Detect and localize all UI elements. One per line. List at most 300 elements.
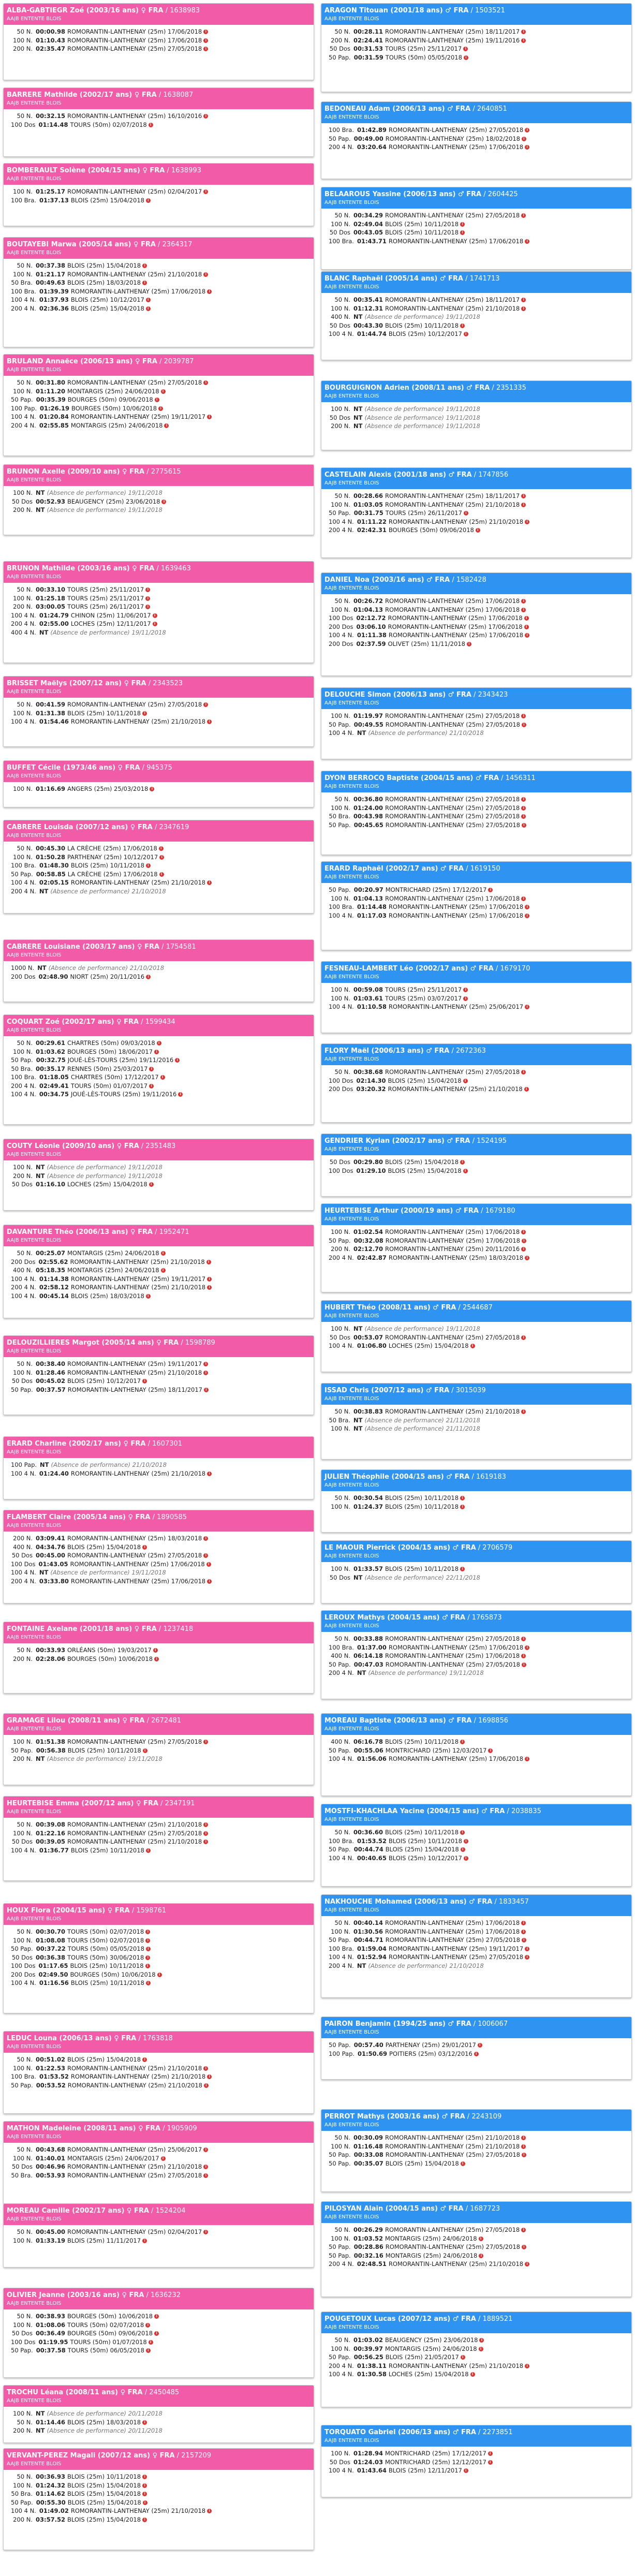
swimmer-card[interactable] — [321, 1203, 632, 1292]
swimmer-title[interactable] — [7, 468, 311, 476]
swimmer-card[interactable] — [321, 1383, 632, 1460]
info-icon[interactable]: i — [522, 2245, 526, 2249]
info-icon[interactable]: i — [203, 30, 208, 34]
info-icon[interactable]: i — [203, 114, 208, 119]
info-icon[interactable]: i — [525, 239, 529, 244]
info-icon[interactable]: i — [522, 137, 526, 141]
swimmer-name[interactable]: LEROUX Mathys (2004/15 ans) ♂ FRA — [324, 1614, 466, 1622]
info-icon[interactable]: i — [203, 1553, 208, 1558]
swimmer-title[interactable] — [7, 823, 311, 832]
info-icon[interactable]: i — [203, 702, 208, 707]
info-icon[interactable]: i — [464, 332, 468, 336]
info-icon[interactable]: i — [524, 625, 529, 629]
info-icon[interactable]: i — [479, 2338, 484, 2343]
info-icon[interactable]: i — [207, 2074, 212, 2079]
card-header[interactable] — [4, 238, 314, 259]
info-icon[interactable]: i — [203, 380, 208, 385]
swimmer-card[interactable] — [3, 1139, 314, 1211]
swimmer-title[interactable] — [324, 2205, 628, 2213]
card-header[interactable] — [4, 2386, 314, 2407]
info-icon[interactable]: i — [460, 1740, 465, 1744]
swimmer-name[interactable]: MOSTFI-KHACHLAA Yacine (2004/15 ans) ♂ FRA — [324, 1807, 505, 1815]
swimmer-title[interactable] — [7, 565, 311, 573]
swimmer-card[interactable] — [321, 187, 632, 270]
swimmer-card[interactable] — [3, 1903, 314, 2013]
swimmer-card[interactable] — [3, 2448, 314, 2550]
info-icon[interactable]: i — [143, 1748, 147, 1753]
swimmer-card[interactable] — [321, 2201, 632, 2297]
info-icon[interactable]: i — [463, 1169, 468, 1173]
swimmer-title[interactable] — [324, 7, 628, 15]
swimmer-name[interactable]: MATHON Madeleine (2008/11 ans) ♀ FRA — [7, 2125, 161, 2132]
card-header[interactable] — [321, 187, 631, 209]
info-icon[interactable]: i — [207, 1277, 212, 1282]
info-icon[interactable]: i — [161, 1251, 166, 1256]
info-icon[interactable]: i — [467, 642, 471, 646]
card-header[interactable] — [321, 1714, 631, 1735]
info-icon[interactable]: i — [145, 1938, 150, 1943]
info-icon[interactable]: i — [203, 272, 208, 277]
swimmer-name[interactable]: FESNEAU-LAMBERT Léo (2002/17 ans) ♂ FRA — [324, 965, 494, 973]
swimmer-title[interactable] — [7, 1228, 311, 1237]
swimmer-name[interactable]: BARRERE Mathilde (2002/17 ans) ♀ FRA — [7, 91, 157, 99]
swimmer-title[interactable] — [324, 576, 628, 584]
info-icon[interactable]: i — [521, 1921, 526, 1925]
swimmer-card[interactable] — [3, 1225, 314, 1318]
swimmer-title[interactable] — [324, 1807, 628, 1816]
swimmer-card[interactable] — [321, 2016, 632, 2080]
swimmer-name[interactable]: DYON BERROCQ Baptiste (2004/15 ans) ♂ FRA — [324, 774, 499, 782]
swimmer-card[interactable] — [321, 3, 632, 92]
swimmer-card[interactable] — [321, 687, 632, 759]
swimmer-title[interactable] — [324, 1473, 628, 1481]
swimmer-name[interactable]: PILOSYAN Alain (2004/15 ans) ♂ FRA — [324, 2205, 464, 2213]
swimmer-title[interactable] — [324, 1898, 628, 1906]
swimmer-title[interactable] — [7, 1625, 311, 1633]
swimmer-title[interactable] — [7, 1717, 311, 1725]
info-icon[interactable]: i — [142, 1545, 147, 1550]
info-icon[interactable]: i — [204, 2083, 209, 2088]
swimmer-title[interactable] — [7, 764, 311, 772]
info-icon[interactable]: i — [460, 1160, 465, 1165]
swimmer-name[interactable]: DAVANTURE Théo (2006/13 ans) ♀ FRA — [7, 1228, 153, 1236]
info-icon[interactable]: i — [522, 823, 526, 828]
swimmer-name[interactable]: GENDRIER Kyrian (2002/17 ans) ♂ FRA — [324, 1137, 470, 1145]
info-icon[interactable]: i — [146, 1294, 151, 1299]
swimmer-title[interactable] — [7, 1339, 311, 1347]
info-icon[interactable]: i — [525, 1256, 529, 1260]
swimmer-name[interactable]: BOURGUIGNON Adrien (2008/11 ans) ♂ FRA — [324, 384, 490, 392]
swimmer-name[interactable]: DELOUZILLIERES Margot (2005/14 ans) ♀ FRA — [7, 1339, 179, 1347]
info-icon[interactable]: i — [464, 55, 468, 60]
info-icon[interactable]: i — [203, 1839, 208, 1844]
swimmer-name[interactable]: DELOUCHE Simon (2006/13 ans) ♂ FRA — [324, 691, 471, 699]
swimmer-title[interactable] — [324, 1207, 628, 1215]
info-icon[interactable]: i — [149, 1084, 154, 1088]
swimmer-title[interactable] — [324, 1717, 628, 1725]
card-header[interactable] — [4, 1139, 314, 1160]
swimmer-name[interactable]: GRAMAGE Lilou (2008/11 ans) ♀ FRA — [7, 1717, 145, 1725]
swimmer-title[interactable] — [324, 865, 628, 873]
swimmer-name[interactable]: BOUTAYEBI Marwa (2005/14 ans) ♀ FRA — [7, 241, 156, 248]
swimmer-card[interactable] — [3, 1796, 314, 1881]
info-icon[interactable]: i — [159, 872, 164, 877]
swimmer-name[interactable]: ALBA-GABTIEGR Zoé (2003/16 ans) ♀ FRA — [7, 7, 164, 14]
swimmer-title[interactable] — [7, 1018, 311, 1026]
info-icon[interactable]: i — [142, 263, 147, 268]
swimmer-title[interactable] — [7, 2291, 311, 2300]
swimmer-card[interactable] — [321, 1469, 632, 1533]
swimmer-title[interactable] — [7, 2207, 311, 2215]
info-icon[interactable]: i — [521, 298, 526, 302]
swimmer-name[interactable]: BRUNON Axelle (2009/10 ans) ♀ FRA — [7, 468, 145, 476]
card-header[interactable] — [321, 1895, 631, 1916]
info-icon[interactable]: i — [522, 1662, 526, 1667]
swimmer-card[interactable] — [3, 1510, 314, 1603]
info-icon[interactable]: i — [203, 1831, 208, 1836]
swimmer-card[interactable] — [3, 561, 314, 663]
info-icon[interactable]: i — [521, 896, 526, 901]
info-icon[interactable]: i — [479, 2254, 483, 2258]
swimmer-card[interactable] — [3, 820, 314, 914]
info-icon[interactable]: i — [470, 2372, 475, 2377]
info-icon[interactable]: i — [207, 1471, 212, 1476]
info-icon[interactable]: i — [521, 1070, 526, 1074]
info-icon[interactable]: i — [488, 888, 493, 892]
swimmer-card[interactable] — [3, 3, 314, 80]
info-icon[interactable]: i — [521, 1409, 526, 1414]
card-header[interactable] — [4, 355, 314, 376]
card-header[interactable] — [321, 1804, 631, 1826]
info-icon[interactable]: i — [157, 1973, 162, 1977]
info-icon[interactable]: i — [464, 511, 468, 516]
info-icon[interactable]: i — [142, 281, 147, 285]
info-icon[interactable]: i — [157, 1041, 161, 1046]
info-icon[interactable]: i — [524, 616, 529, 621]
swimmer-title[interactable] — [324, 1137, 628, 1145]
info-icon[interactable]: i — [203, 2066, 208, 2071]
info-icon[interactable]: i — [525, 1947, 529, 1951]
info-icon[interactable]: i — [207, 415, 212, 419]
swimmer-name[interactable]: BEDONEAU Adam (2006/13 ans) ♂ FRA — [324, 105, 471, 113]
info-icon[interactable]: i — [204, 1388, 209, 1392]
swimmer-card[interactable] — [3, 2203, 314, 2268]
info-icon[interactable]: i — [521, 1335, 526, 1340]
info-icon[interactable]: i — [175, 1058, 180, 1063]
swimmer-name[interactable]: BLANC Raphaël (2005/14 ans) ♂ FRA — [324, 275, 463, 283]
swimmer-title[interactable] — [324, 1047, 628, 1055]
info-icon[interactable]: i — [161, 2156, 166, 2161]
info-icon[interactable]: i — [146, 1947, 151, 1951]
swimmer-name[interactable]: BOMBERAULT Solène (2004/15 ans) ♀ FRA — [7, 167, 165, 174]
swimmer-card[interactable] — [321, 1713, 632, 1796]
swimmer-name[interactable]: MOREAU Camille (2002/17 ans) ♀ FRA — [7, 2207, 149, 2215]
card-header[interactable] — [321, 1470, 631, 1491]
info-icon[interactable]: i — [488, 1748, 493, 1753]
swimmer-card[interactable] — [3, 2121, 314, 2204]
info-icon[interactable]: i — [142, 2475, 147, 2479]
info-icon[interactable]: i — [203, 1536, 208, 1541]
info-icon[interactable]: i — [146, 1848, 151, 1853]
card-header[interactable] — [321, 2017, 631, 2038]
info-icon[interactable]: i — [203, 47, 208, 51]
swimmer-title[interactable] — [324, 2020, 628, 2028]
info-icon[interactable]: i — [463, 996, 468, 1001]
card-header[interactable] — [4, 676, 314, 698]
info-icon[interactable]: i — [460, 1496, 465, 1500]
card-header[interactable] — [321, 1541, 631, 1562]
info-icon[interactable]: i — [155, 398, 159, 402]
info-icon[interactable]: i — [521, 1654, 526, 1658]
info-icon[interactable]: i — [521, 1230, 526, 1234]
info-icon[interactable]: i — [525, 145, 529, 150]
info-icon[interactable]: i — [154, 1050, 159, 1054]
swimmer-name[interactable]: COUTY Léonie (2009/10 ans) ♀ FRA — [7, 1142, 139, 1150]
swimmer-name[interactable]: COQUART Zoé (2002/17 ans) ♀ FRA — [7, 1018, 139, 1026]
card-header[interactable] — [4, 164, 314, 185]
swimmer-title[interactable] — [7, 943, 311, 951]
info-icon[interactable]: i — [463, 988, 468, 992]
info-icon[interactable]: i — [142, 2239, 147, 2243]
swimmer-card[interactable] — [3, 939, 314, 1002]
info-icon[interactable]: i — [207, 719, 212, 724]
info-icon[interactable]: i — [161, 389, 166, 394]
swimmer-card[interactable] — [321, 467, 632, 558]
swimmer-card[interactable] — [321, 1610, 632, 1699]
swimmer-card[interactable] — [3, 464, 314, 535]
card-header[interactable] — [321, 862, 631, 883]
card-header[interactable] — [321, 1383, 631, 1405]
info-icon[interactable]: i — [146, 198, 151, 203]
swimmer-title[interactable] — [7, 358, 311, 366]
swimmer-name[interactable]: FLORY Maël (2006/13 ans) ♂ FRA — [324, 1047, 450, 1055]
swimmer-title[interactable] — [324, 2428, 628, 2437]
info-icon[interactable]: i — [145, 587, 150, 592]
swimmer-name[interactable]: CABRERE Louisiane (2003/17 ans) ♀ FRA — [7, 943, 160, 951]
card-header[interactable] — [321, 272, 631, 293]
card-header[interactable] — [4, 88, 314, 109]
swimmer-card[interactable] — [3, 2385, 314, 2443]
swimmer-title[interactable] — [324, 471, 628, 479]
info-icon[interactable]: i — [460, 230, 465, 235]
info-icon[interactable]: i — [521, 1247, 526, 1252]
swimmer-title[interactable] — [7, 1440, 311, 1448]
swimmer-name[interactable]: LEDUC Louna (2006/13 ans) ♀ FRA — [7, 2035, 137, 2042]
info-icon[interactable]: i — [203, 1362, 208, 1366]
info-icon[interactable]: i — [146, 306, 151, 311]
swimmer-name[interactable]: NAKHOUCHE Mohamed (2006/13 ans) ♂ FRA — [324, 1898, 493, 1906]
info-icon[interactable]: i — [149, 123, 153, 127]
swimmer-title[interactable] — [324, 1544, 628, 1552]
swimmer-name[interactable]: HEURTEBISE Emma (2007/12 ans) ♀ FRA — [7, 1800, 158, 1807]
card-header[interactable] — [321, 1134, 631, 1155]
swimmer-title[interactable] — [324, 1387, 628, 1395]
info-icon[interactable]: i — [525, 1757, 529, 1761]
info-icon[interactable]: i — [521, 814, 526, 819]
info-icon[interactable]: i — [146, 1981, 151, 1985]
swimmer-card[interactable] — [3, 760, 314, 807]
info-icon[interactable]: i — [479, 2236, 483, 2241]
info-icon[interactable]: i — [460, 323, 465, 328]
card-header[interactable] — [321, 771, 631, 792]
swimmer-name[interactable]: TORQUATO Gabriel (2006/13 ans) ♂ FRA — [324, 2428, 476, 2436]
swimmer-card[interactable] — [321, 1804, 632, 1887]
swimmer-card[interactable] — [321, 2109, 632, 2192]
card-header[interactable] — [321, 1044, 631, 1065]
swimmer-card[interactable] — [321, 2425, 632, 2497]
info-icon[interactable]: i — [521, 30, 526, 34]
info-icon[interactable]: i — [460, 222, 465, 227]
swimmer-title[interactable] — [7, 2125, 311, 2133]
swimmer-name[interactable]: FONTAINE Axelane (2001/18 ans) ♀ FRA — [7, 1625, 157, 1633]
info-icon[interactable]: i — [521, 1637, 526, 1641]
info-icon[interactable]: i — [203, 189, 208, 194]
swimmer-name[interactable]: ERARD Charline (2002/17 ans) ♀ FRA — [7, 1440, 146, 1448]
info-icon[interactable]: i — [460, 1505, 465, 1509]
info-icon[interactable]: i — [476, 528, 480, 533]
swimmer-card[interactable] — [3, 1713, 314, 1785]
swimmer-title[interactable] — [324, 2315, 628, 2323]
card-header[interactable] — [4, 2122, 314, 2143]
swimmer-title[interactable] — [324, 774, 628, 783]
swimmer-name[interactable]: MOREAU Baptiste (2006/13 ans) ♂ FRA — [324, 1717, 472, 1725]
swimmer-card[interactable] — [3, 163, 314, 226]
swimmer-card[interactable] — [321, 1300, 632, 1372]
card-header[interactable] — [4, 1622, 314, 1643]
info-icon[interactable]: i — [149, 1067, 154, 1071]
info-icon[interactable]: i — [142, 2483, 147, 2488]
swimmer-card[interactable] — [3, 354, 314, 456]
info-icon[interactable]: i — [207, 289, 212, 294]
swimmer-title[interactable] — [324, 2113, 628, 2121]
card-header[interactable] — [4, 1797, 314, 1818]
info-icon[interactable]: i — [525, 2262, 529, 2266]
info-icon[interactable]: i — [521, 806, 526, 811]
swimmer-title[interactable] — [7, 1513, 311, 1522]
swimmer-title[interactable] — [7, 7, 311, 15]
swimmer-name[interactable]: OLIVIER Jeanne (2003/16 ans) ♀ FRA — [7, 2291, 144, 2299]
card-header[interactable] — [321, 2202, 631, 2223]
swimmer-name[interactable]: LE MAOUR Pierrick (2004/15 ans) ♂ FRA — [324, 1544, 476, 1552]
info-icon[interactable]: i — [203, 2165, 208, 2169]
swimmer-name[interactable]: DANIEL Noa (2003/16 ans) ♂ FRA — [324, 576, 450, 584]
swimmer-title[interactable] — [7, 2389, 311, 2397]
card-header[interactable] — [4, 2449, 314, 2470]
swimmer-title[interactable] — [324, 691, 628, 699]
swimmer-name[interactable]: JULIEN Théophile (2004/15 ans) ♂ FRA — [324, 1473, 470, 1481]
info-icon[interactable]: i — [145, 2323, 150, 2328]
info-icon[interactable]: i — [164, 423, 169, 428]
info-icon[interactable]: i — [461, 2161, 465, 2166]
swimmer-card[interactable] — [321, 1540, 632, 1603]
swimmer-card[interactable] — [321, 1894, 632, 1998]
info-icon[interactable]: i — [464, 1839, 468, 1844]
card-header[interactable] — [4, 1714, 314, 1735]
swimmer-name[interactable]: PAIRON Benjamin (1994/25 ans) ♂ FRA — [324, 2020, 471, 2028]
info-icon[interactable]: i — [153, 622, 157, 626]
info-icon[interactable]: i — [160, 1075, 165, 1080]
card-header[interactable] — [321, 2110, 631, 2131]
info-icon[interactable]: i — [463, 47, 468, 51]
info-icon[interactable]: i — [524, 1087, 529, 1092]
swimmer-name[interactable]: BRULAND Annaëce (2006/13 ans) ♀ FRA — [7, 358, 157, 365]
info-icon[interactable]: i — [203, 2147, 208, 2152]
swimmer-name[interactable]: HEURTEBISE Arthur (2000/19 ans) ♂ FRA — [324, 1207, 479, 1215]
swimmer-card[interactable] — [3, 676, 314, 747]
info-icon[interactable]: i — [521, 38, 526, 43]
card-header[interactable] — [321, 573, 631, 594]
info-icon[interactable]: i — [474, 2052, 479, 2056]
info-icon[interactable]: i — [464, 1856, 468, 1861]
info-icon[interactable]: i — [461, 2355, 465, 2360]
info-icon[interactable]: i — [153, 1648, 158, 1653]
info-icon[interactable]: i — [525, 914, 529, 918]
info-icon[interactable]: i — [521, 503, 526, 507]
info-icon[interactable]: i — [522, 1239, 526, 1243]
swimmer-title[interactable] — [7, 2452, 311, 2460]
swimmer-title[interactable] — [7, 1907, 311, 1915]
swimmer-card[interactable] — [3, 1335, 314, 1415]
swimmer-card[interactable] — [3, 237, 314, 347]
info-icon[interactable]: i — [159, 855, 164, 860]
swimmer-card[interactable] — [321, 271, 632, 360]
swimmer-title[interactable] — [324, 1304, 628, 1312]
card-header[interactable] — [321, 2312, 631, 2333]
card-header[interactable] — [321, 1301, 631, 1322]
info-icon[interactable]: i — [521, 1930, 526, 1934]
info-icon[interactable]: i — [207, 2509, 212, 2513]
info-icon[interactable]: i — [142, 711, 147, 716]
swimmer-card[interactable] — [3, 2288, 314, 2378]
swimmer-card[interactable] — [3, 1014, 314, 1125]
info-icon[interactable]: i — [525, 1955, 529, 1960]
info-icon[interactable]: i — [460, 1830, 465, 1835]
swimmer-card[interactable] — [321, 380, 632, 450]
info-icon[interactable]: i — [521, 2144, 526, 2149]
info-icon[interactable]: i — [145, 1930, 150, 1934]
info-icon[interactable]: i — [207, 1579, 212, 1584]
info-icon[interactable]: i — [146, 2348, 151, 2353]
swimmer-title[interactable] — [324, 190, 628, 199]
swimmer-card[interactable] — [3, 87, 314, 157]
info-icon[interactable]: i — [142, 2492, 147, 2496]
info-icon[interactable]: i — [463, 1079, 468, 1083]
info-icon[interactable]: i — [153, 613, 157, 618]
info-icon[interactable]: i — [521, 213, 526, 218]
info-icon[interactable]: i — [525, 520, 529, 524]
swimmer-title[interactable] — [7, 1800, 311, 1808]
info-icon[interactable]: i — [154, 2314, 159, 2319]
card-header[interactable] — [4, 940, 314, 961]
swimmer-name[interactable]: BUFFET Cécile (1973/46 ans) ♀ FRA — [7, 764, 140, 772]
info-icon[interactable]: i — [203, 2230, 208, 2234]
card-header[interactable] — [321, 1611, 631, 1632]
card-header[interactable] — [4, 1015, 314, 1036]
info-icon[interactable]: i — [145, 1955, 150, 1960]
info-icon[interactable]: i — [145, 605, 150, 609]
info-icon[interactable]: i — [203, 1822, 208, 1827]
info-icon[interactable]: i — [203, 2173, 208, 2178]
swimmer-name[interactable]: POUGETOUX Lucas (2007/12 ans) ♂ FRA — [324, 2315, 476, 2323]
swimmer-title[interactable] — [7, 167, 311, 175]
info-icon[interactable]: i — [142, 2518, 147, 2522]
info-icon[interactable]: i — [159, 846, 164, 851]
info-icon[interactable]: i — [521, 797, 526, 802]
info-icon[interactable]: i — [207, 880, 212, 885]
card-header[interactable] — [4, 562, 314, 583]
info-icon[interactable]: i — [178, 1092, 183, 1097]
card-header[interactable] — [321, 4, 631, 25]
